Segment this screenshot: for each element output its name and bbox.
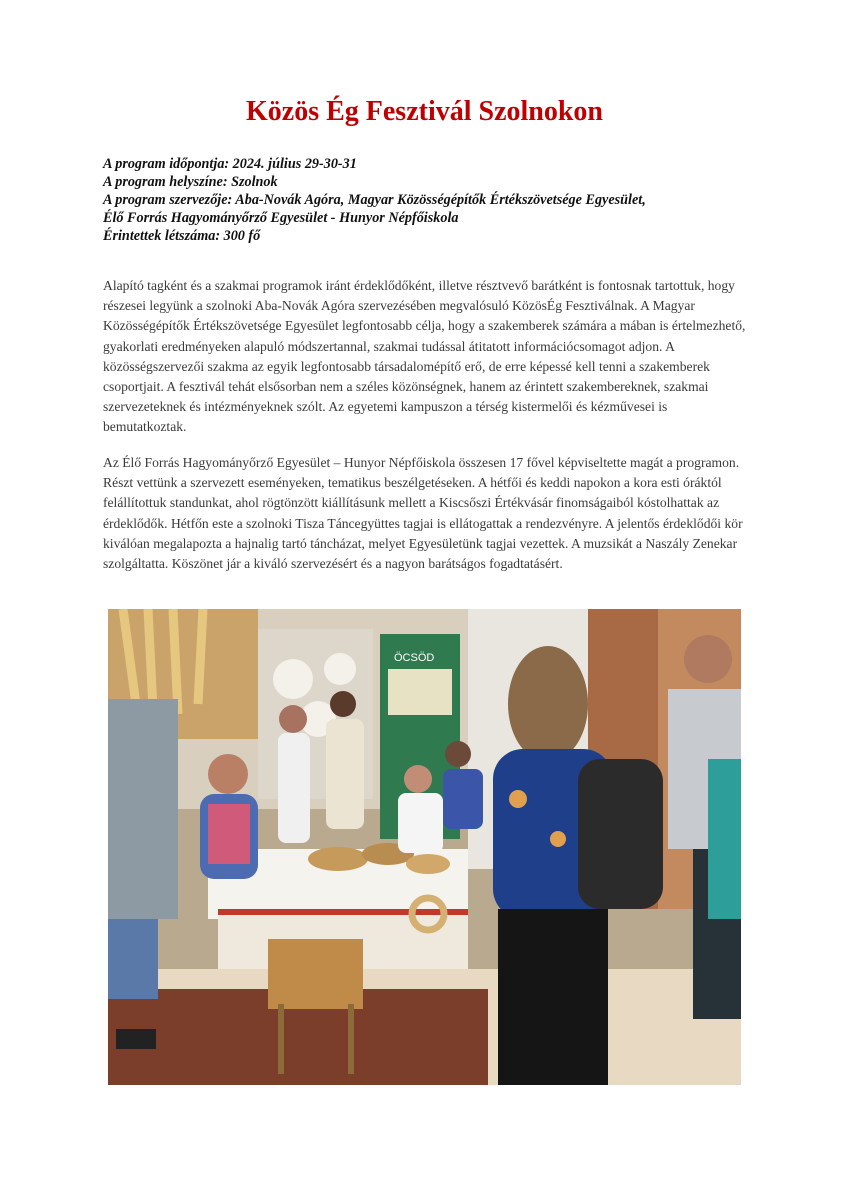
program-organizer: A program szervezője: Aba-Novák Agóra, Magyar Közösségépítők Értékszövetsége Egyesület, [103,192,646,208]
participant-count: Érintettek létszáma: 300 fő [103,228,261,244]
festival-stand-photo [108,609,741,1085]
program-date: A program időpontja: 2024. július 29-30-31 [103,156,357,172]
paragraph-intro: Alapító tagként és a szakmai programok iránt érdeklődőként, illetve résztvevő barátként is fontosnak tartottuk, hogy részesei legyünk a szolnoki Aba-Novák Agóra szervezésében megvalósuló KözösÉg Fesztiválnak. A Magyar Közösségépítők Értékszövetsége Egyesület legfontosabb célja, hogy a szakemberek számára a mában is értelmezhető, gyakorlati eredményeken alapuló módszertannal, szakmai tudással átitatott információcsomagot adjon. A közösségszervezői szakma az egyik legfontosabb társadalomépítő erő, de erre képessé kell tenni a szakemberek csoportjait. A fesztivál tehát elsősorban nem a széles közönségnek, hanem az érintett szakembereknek, szakmai szervezeteknek és intézményeknek szólt. Az egyetemi kampuszon a térség kistermelői és kézművesei is bemutatkoztak. [103,278,746,435]
paragraph-participation: Az Élő Forrás Hagyományőrző Egyesület – Hunyor Népfőiskola összesen 17 fővel képviseltette magát a programon. Részt vettünk a szervezett eseményeken, tematikus beszélgetéseken. A hétfői és keddi napokon a kora esti óráktól felállítottuk standunkat, ahol rögtönzött kiállításunk mellett a Kiscsőszi Értékvásár finomságaiból kóstolhattak az érdeklődők. Hétfőn este a szolnoki Tisza Táncegyüttes tagjai is ellátogattak a rendezvényre. A jelentős érdeklődői kör kiválóan megalapozta a hajnalig tartó táncházat, melyet Egyesületünk tagjai vezettek. A muzsikát a Naszály Zenekar szolgáltatta. Köszönet jár a kiváló szervezésért és a nagyon barátságos fogadtatásért. [103,455,743,572]
program-location: A program helyszíne: Szolnok [103,174,278,190]
page-title: Közös Ég Fesztivál Szolnokon [245,96,603,127]
banner-text: ÖCSÖD [394,652,435,664]
program-organizer-cont: Élő Forrás Hagyományőrző Egyesület - Hunyor Népfőiskola [103,210,459,226]
program-info [103,155,763,245]
